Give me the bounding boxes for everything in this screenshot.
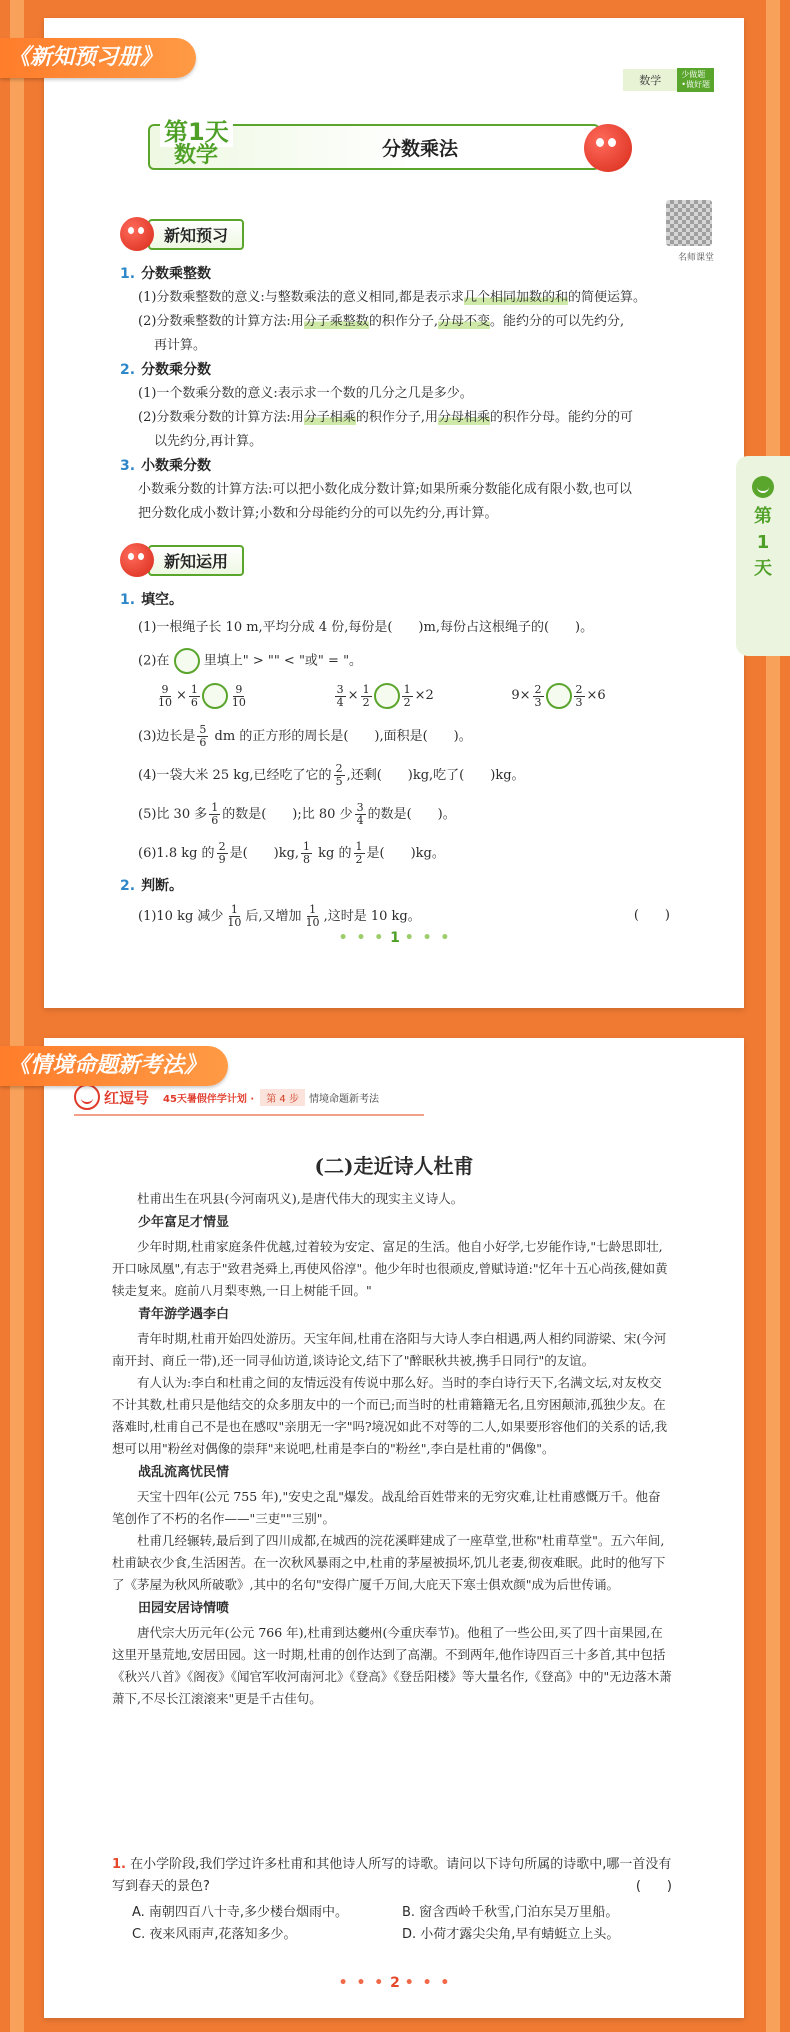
- expr-tail: ×2: [414, 688, 434, 703]
- p1a-highlight: 几个相同加数的和: [463, 290, 568, 305]
- mini-line-2: •做好题: [681, 80, 710, 89]
- answer-paren[interactable]: ( ): [635, 1879, 672, 1894]
- item-2-title: [120, 358, 680, 382]
- question-body: 在小学阶段,我们学过许多杜甫和其他诗人所写的诗歌。请问以下诗句所属的诗歌中,哪一首没有写到春天的景色?: [112, 1857, 672, 1894]
- q1-1: (1)一根绳子长 10 m,平均分成 4 份,每份是( )m,每份占这根绳子的( )。: [138, 620, 594, 635]
- banner-preview-book: 《新知预习册》: [0, 38, 196, 78]
- q1-5-mid: 的数是( );比 80 少: [222, 807, 353, 822]
- day-subject: 数学: [174, 143, 219, 168]
- frac-bot: 3: [534, 695, 542, 709]
- item-3b: 把分数化成小数计算;小数和分母能约分的可以先约分,再计算。: [138, 506, 498, 521]
- item-2b: [120, 406, 680, 430]
- q1-2-post: 里填上" > "" < "或" = "。: [203, 653, 363, 669]
- frac-top: 5: [199, 723, 207, 736]
- page-number-2: [0, 1975, 790, 1991]
- frac-bot: 6: [190, 695, 198, 709]
- q2-1-mid: 后,又增加: [245, 909, 302, 924]
- frac-bot: 2: [355, 853, 363, 866]
- frac-bot: 4: [336, 695, 344, 709]
- section-preview: [120, 218, 244, 250]
- side-tab-char-1: 第: [754, 506, 772, 527]
- option-c[interactable]: C. 夜来风雨声,花落知多少。: [132, 1927, 297, 1942]
- p1b-post: 。能约分的可以先约分,: [489, 314, 625, 329]
- option-d[interactable]: D. 小荷才露尖尖角,早有蜻蜓立上头。: [402, 1927, 620, 1942]
- side-tab-char-2: 1: [756, 532, 770, 553]
- frac-top: 3: [356, 801, 364, 814]
- page-num-text: 2: [390, 1975, 400, 1991]
- answer-circle[interactable]: [374, 683, 400, 709]
- frac-top: 2: [575, 682, 583, 696]
- p2b-pre: (2)分数乘分数的计算方法:用: [138, 410, 304, 425]
- frac-top: 9: [161, 682, 169, 696]
- plan-label: 45天暑假伴学计划 ·: [163, 1093, 255, 1105]
- q1-num: 1.: [120, 592, 136, 608]
- q1-6-mid2: kg 的: [314, 846, 352, 861]
- essay-subheading-3: 战乱流离忧民情: [138, 1465, 230, 1480]
- brand-name: 红逗号: [104, 1088, 150, 1107]
- compare-row: [120, 674, 680, 718]
- frac-bot: 6: [199, 736, 207, 749]
- q1-4-pre: (4)一袋大米 25 kg,已经吃了它的: [138, 768, 332, 783]
- frac-bot: 2: [403, 695, 411, 709]
- frac-top: 1: [403, 682, 411, 696]
- q1-6-mid: 是( )kg,: [229, 846, 300, 861]
- frame-left: [10, 0, 24, 2032]
- step-label: 第 4 步: [260, 1089, 305, 1106]
- q1-4-post: ,还剩( )kg,吃了( )kg。: [346, 768, 525, 783]
- banner-scenario: 《情境命题新考法》: [0, 1046, 228, 1086]
- item-1-num: 1.: [120, 266, 136, 282]
- essay-para: 天宝十四年(公元 755 年),"安史之乱"爆发。战乱给百姓带来的无穷灾难,让杜甫感慨万千。他奋笔创作了不朽的名作——"三吏""三别"。: [112, 1489, 661, 1526]
- subject-tag: [623, 68, 714, 92]
- p1b-pre: (2)分数乘整数的计算方法:用: [138, 314, 304, 329]
- item-2a: (1)一个数乘分数的意义:表示求一个数的几分之几是多少。: [138, 386, 473, 401]
- q2-1: [120, 904, 680, 929]
- expr-tail: ×6: [586, 688, 606, 703]
- essay-subheading-1: 少年富足才情显: [138, 1215, 230, 1230]
- expr-lead: 9×: [511, 688, 531, 703]
- question-1: [112, 1854, 672, 1946]
- options: [112, 1902, 672, 1946]
- subject-name: 数学: [623, 69, 677, 91]
- item-3-text: 小数乘分数: [141, 458, 212, 474]
- item-3a: 小数乘分数的计算方法:可以把小数化成分数计算;如果所乘分数能化成有限小数,也可以: [138, 482, 632, 497]
- mini-line-1: 少做题: [681, 70, 706, 79]
- item-1-text: 分数乘整数: [141, 266, 212, 282]
- day-side-tab: [736, 456, 790, 656]
- dots-left: • • •: [338, 930, 386, 946]
- frac-top: 1: [309, 903, 317, 916]
- frac-bot: 10: [305, 916, 320, 929]
- p1a-post: 的简便运算。: [567, 290, 646, 305]
- p1b-highlight-2: 分母不变: [437, 314, 490, 329]
- p2b-highlight-2: 分母相乘: [437, 410, 490, 425]
- answer-circle[interactable]: [546, 683, 572, 709]
- q2-num: 2.: [120, 878, 136, 894]
- mascot-icon: [120, 217, 154, 251]
- q1-6: [120, 841, 680, 866]
- item-1b: [120, 310, 680, 334]
- frac-top: 1: [362, 682, 370, 696]
- page-number-1: [0, 930, 790, 946]
- q2-1-pre: (1)10 kg 减少: [138, 909, 224, 924]
- q1-3-post: dm 的正方形的周长是( ),面积是( )。: [210, 729, 472, 744]
- q1-title: [120, 588, 680, 612]
- dots-right: • • •: [404, 930, 452, 946]
- step-name: 情境命题新考法: [308, 1093, 379, 1105]
- q1-5: [120, 802, 680, 827]
- essay-para: 青年时期,杜甫开始四处游历。天宝年间,杜甫在洛阳与大诗人李白相遇,两人相约同游梁、宋(今河南开封、商丘一带),还一同寻仙访道,谈诗论文,结下了"醉眠秋共被,携手日同行"的友谊。: [112, 1331, 667, 1368]
- q1-3-pre: (3)边长是: [138, 729, 196, 744]
- brand-logo-icon: [74, 1084, 100, 1110]
- q1-5-pre: (5)比 30 多: [138, 807, 208, 822]
- times-sign: ×: [176, 688, 187, 703]
- frac-bot: 2: [362, 695, 370, 709]
- q1-6-post: 是( )kg。: [366, 846, 445, 861]
- q1-2-pre: (2)在: [138, 653, 170, 669]
- page-num-text: 1: [390, 930, 400, 946]
- frac-bot: 4: [356, 814, 364, 827]
- smile-icon: [752, 476, 774, 498]
- mascot-icon: [584, 124, 632, 172]
- frac-bot: 3: [575, 695, 583, 709]
- day-label: 第1天: [160, 112, 233, 147]
- question-text: [112, 1854, 672, 1898]
- qr-caption: 名师课堂: [677, 253, 714, 263]
- frac-top: 2: [218, 840, 226, 853]
- q2-1-post: ,这时是 10 kg。: [323, 909, 421, 924]
- day-header: [112, 112, 642, 176]
- essay-para: 杜甫几经辗转,最后到了四川成都,在城西的浣花溪畔建成了一座草堂,世称"杜甫草堂"。五六年间,杜甫缺衣少食,生活困苦。在一次秋风暴雨之中,杜甫的茅屋被损坏,饥儿老妻,彻夜难眠。此时的他写下了《茅屋为秋风所破歌》,其中的名句"安得广厦千万间,大庇天下寒士俱欢颜"成为后世传诵。: [112, 1533, 666, 1592]
- q1-text: 填空。: [141, 592, 184, 608]
- p1a-pre: (1)分数乘整数的意义:与整数乘法的意义相同,都是表示求: [138, 290, 464, 305]
- q2-title: [120, 874, 680, 898]
- p2b-mid: 的积作分子,用: [355, 410, 438, 425]
- item-3-title: [120, 454, 680, 478]
- option-b[interactable]: B. 窗含西岭千秋雪,门泊东吴万里船。: [402, 1905, 619, 1920]
- option-a[interactable]: A. 南朝四百八十寺,多少楼台烟雨中。: [132, 1905, 349, 1920]
- brand-divider: [74, 1114, 424, 1116]
- q1-2: [120, 648, 680, 674]
- frac-bot: 5: [335, 775, 343, 788]
- essay-para: 少年时期,杜甫家庭条件优越,过着较为安定、富足的生活。他自小好学,七岁能作诗,"七龄思即壮,开口咏凤凰",有志于"致君尧舜上,再使风俗淳"。他少年时也很顽皮,曾赋诗道:"忆年十五心尚孩,健如黄犊走复来。庭前八月梨枣熟,一日上树能千回。": [112, 1239, 668, 1298]
- essay-para: 唐代宗大历元年(公元 766 年),杜甫到达夔州(今重庆奉节)。他租了一些公田,买了四十亩果园,在这里开垦荒地,安居田园。这一时期,杜甫的创作达到了高潮。不到两年,他作诗四百三十多首,其中包括《秋兴八首》《阁夜》《闻官军收河南河北》《登高》《登岳阳楼》等大量名作,《登高》中的"无边落木萧萧下,不尽长江滚滚来"更是千古佳句。: [112, 1625, 672, 1706]
- item-1b-cont: 再计算。: [154, 338, 207, 353]
- side-tab-char-3: 天: [754, 558, 772, 579]
- mascot-icon: [120, 543, 154, 577]
- frac-bot: 8: [303, 853, 311, 866]
- frac-bot: 10: [227, 916, 242, 929]
- frac-top: 1: [230, 903, 238, 916]
- q2-text: 判断。: [141, 878, 184, 894]
- answer-paren[interactable]: ( ): [633, 908, 670, 923]
- p2b-post: 的积作分母。能约分的可: [489, 410, 633, 425]
- p1b-highlight-1: 分子乘整数: [303, 314, 369, 329]
- compare-expr-3: [511, 683, 680, 709]
- essay-intro: 杜甫出生在巩县(今河南巩义),是唐代伟大的现实主义诗人。: [137, 1191, 464, 1206]
- day-topic: 分数乘法: [382, 138, 459, 160]
- answer-circle[interactable]: [202, 683, 228, 709]
- section-preview-label: 新知预习: [148, 219, 244, 250]
- item-1a: [120, 286, 680, 310]
- item-2-num: 2.: [120, 362, 136, 378]
- essay-para: 有人认为:李白和杜甫之间的友情远没有传说中那么好。当时的李白诗行天下,名满文坛,对友枚交不计其数,杜甫只是他结交的众多朋友中的一个而已;而当时的杜甫籍籍无名,且穷困颠沛,孤独少友。在落难时,杜甫自己不是也在感叹"亲朋无一字"吗?境况如此不对等的二人,如果要形容他们的关系的话,我想可以用"粉丝对偶像的崇拜"来说吧,杜甫是李白的"粉丝",李白是杜甫的"偶像"。: [112, 1375, 668, 1456]
- q1-5-post: 的数是( )。: [367, 807, 456, 822]
- frac-bot: 10: [158, 695, 172, 709]
- item-2b-cont: 以先约分,再计算。: [154, 434, 263, 449]
- item-2-text: 分数乘分数: [141, 362, 212, 378]
- preview-content: [120, 262, 680, 526]
- frac-top: 1: [190, 682, 198, 696]
- frac-bot: 6: [211, 814, 219, 827]
- q1-3: [120, 724, 680, 749]
- compare-expr-1: [154, 683, 323, 709]
- frac-bot: 10: [231, 695, 246, 709]
- frac-top: 2: [534, 682, 542, 696]
- brand-header: [74, 1084, 379, 1110]
- item-1-title: [120, 262, 680, 286]
- essay-body: [112, 1188, 672, 1710]
- essay-subheading-4: 田园安居诗情喷: [138, 1601, 230, 1616]
- frac-top: 9: [235, 682, 243, 696]
- compare-expr-2: [333, 683, 502, 709]
- frac-top: 1: [303, 840, 311, 853]
- frac-bot: 9: [218, 853, 226, 866]
- item-3-num: 3.: [120, 458, 136, 474]
- dots-left: • • •: [338, 1975, 386, 1991]
- frac-top: 1: [355, 840, 363, 853]
- dots-right: • • •: [404, 1975, 452, 1991]
- frac-top: 2: [335, 762, 343, 775]
- compare-circle: [174, 648, 200, 674]
- q1-6-pre: (6)1.8 kg 的: [138, 846, 215, 861]
- essay-title: (二)走近诗人杜甫: [314, 1154, 474, 1178]
- frac-top: 3: [336, 682, 344, 696]
- subject-mini: [677, 68, 714, 92]
- times-sign: ×: [347, 688, 359, 703]
- section-apply-label: 新知运用: [148, 545, 244, 576]
- question-num: 1.: [112, 1857, 126, 1872]
- frame-right: [766, 0, 780, 2032]
- qr-code-icon[interactable]: [666, 200, 712, 246]
- section-apply: [120, 544, 244, 576]
- p2b-highlight-1: 分子相乘: [303, 410, 356, 425]
- frac-top: 1: [211, 801, 219, 814]
- q1-4: [120, 763, 680, 788]
- p1b-mid: 的积作分子,: [368, 314, 438, 329]
- apply-content: [120, 588, 680, 929]
- essay-subheading-2: 青年游学遇李白: [138, 1307, 230, 1322]
